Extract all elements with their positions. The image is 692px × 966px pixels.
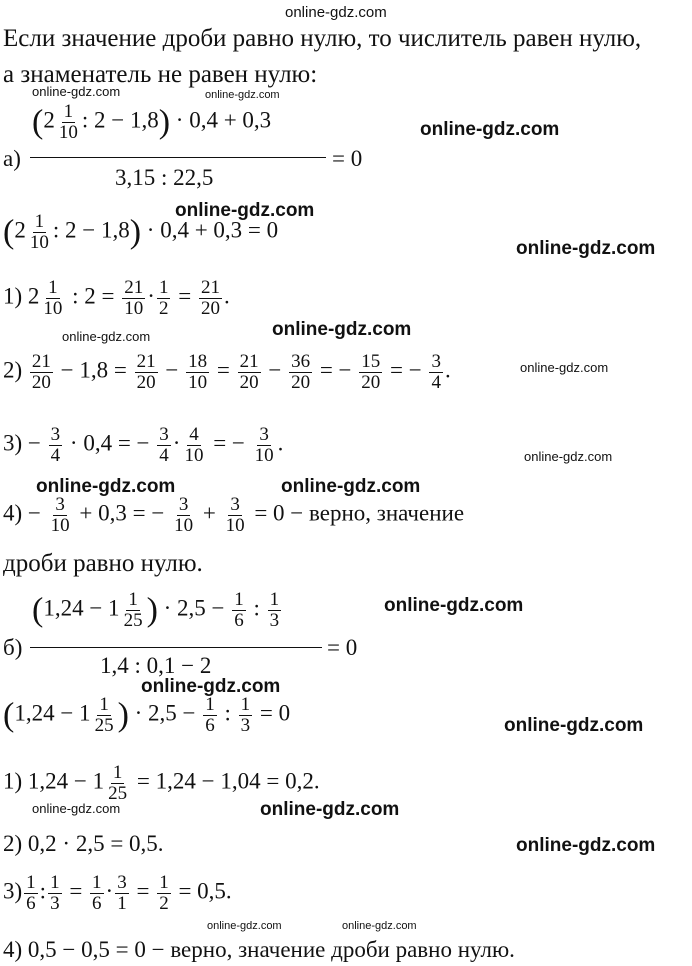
part-a-denominator: 3,15 : 22,5	[115, 165, 214, 190]
part-b-label: б)	[3, 635, 23, 660]
part-a-numerator: (2 $\frac{1}{10}$ : 2 − 1,8) · 0,4 + 0,3	[32, 101, 272, 143]
part-a-step-4: 4) − $\frac{3}{10}$ + 0,3 = − $\frac{3}{10}$ + $\frac{3}{10}$ = 0 − верно, значение	[3, 494, 465, 536]
watermark: online-gdz.com	[504, 715, 644, 736]
intro-line-2: а знаменатель не равен нулю:	[3, 61, 318, 88]
watermark: online-gdz.com	[32, 801, 121, 816]
part-a-equals-zero: = 0	[332, 146, 363, 171]
watermark-top: online-gdz.com	[285, 4, 387, 21]
watermark: online-gdz.com	[516, 835, 656, 856]
part-a-fraction-bar	[30, 157, 326, 158]
watermark: online-gdz.com	[175, 200, 315, 221]
part-b-step-3: 3) $\frac{1}{6}$ : $\frac{1}{3}$ = $\frac{1}{6}$ · $\frac{3}{1}$ = $\frac{1}{2}$ = 0,5.	[3, 872, 232, 914]
part-a-condition: (2 $\frac{1}{10}$ : 2 − 1,8) · 0,4 + 0,3 = 0	[3, 211, 279, 253]
watermark: online-gdz.com	[420, 119, 560, 140]
watermark: online-gdz.com	[281, 476, 421, 497]
watermark: online-gdz.com	[62, 329, 151, 344]
watermark: online-gdz.com	[36, 476, 176, 497]
part-b-step-1: 1) 1,24 − 1 $\frac{1}{25}$ = 1,24 − 1,04 = 0,2.	[3, 762, 320, 804]
part-a-step-1: 1) 2 $\frac{1}{10}$ : 2 = $\frac{21}{10}$ · $\frac{1}{2}$ = $\frac{21}{20}$ .	[3, 277, 230, 319]
watermark: online-gdz.com	[205, 89, 280, 101]
intro-line-1: Если значение дроби равно нулю, то числитель равен нулю,	[3, 25, 642, 52]
part-a-step-4-continuation: дроби равно нулю.	[3, 550, 203, 577]
part-b-step-4: 4) 0,5 − 0,5 = 0 − верно, значение дроби равно нулю.	[3, 937, 515, 962]
watermark: online-gdz.com	[384, 595, 524, 616]
part-a-step-3: 3) − $\frac{3}{4}$ · 0,4 = − $\frac{3}{4}$ · $\frac{4}{10}$ = − $\frac{3}{10}$ .	[3, 424, 284, 466]
watermark: online-gdz.com	[207, 920, 282, 932]
watermark: online-gdz.com	[516, 238, 656, 259]
part-b-denominator: 1,4 : 0,1 − 2	[100, 653, 212, 678]
watermark: online-gdz.com	[272, 319, 412, 340]
watermark: online-gdz.com	[524, 449, 613, 464]
watermark: online-gdz.com	[260, 799, 400, 820]
watermark: online-gdz.com	[520, 360, 609, 375]
watermark: online-gdz.com	[342, 920, 417, 932]
part-b-equals-zero: = 0	[327, 635, 358, 660]
part-a-label: а)	[3, 146, 21, 171]
watermark: online-gdz.com	[32, 84, 121, 99]
part-a-step-2: 2) $\frac{21}{20}$ − 1,8 = $\frac{21}{20}$ − $\frac{18}{10}$ = $\frac{21}{20}$ − $\frac{36}{20}$ = − $\frac{15}{20}$ = − $\frac{3}{4}$ .	[3, 351, 451, 393]
watermark: online-gdz.com	[141, 676, 281, 697]
part-b-condition: (1,24 − 1 $\frac{1}{25}$ ) · 2,5 − $\frac{1}{6}$ : $\frac{1}{3}$ = 0	[3, 694, 291, 736]
part-b-step-2: 2) 0,2 · 2,5 = 0,5.	[3, 831, 164, 856]
part-b-numerator: (1,24 − 1 $\frac{1}{25}$ ) · 2,5 − $\frac{1}{6}$ : $\frac{1}{3}$	[32, 589, 280, 631]
part-b-fraction-bar	[30, 647, 322, 648]
